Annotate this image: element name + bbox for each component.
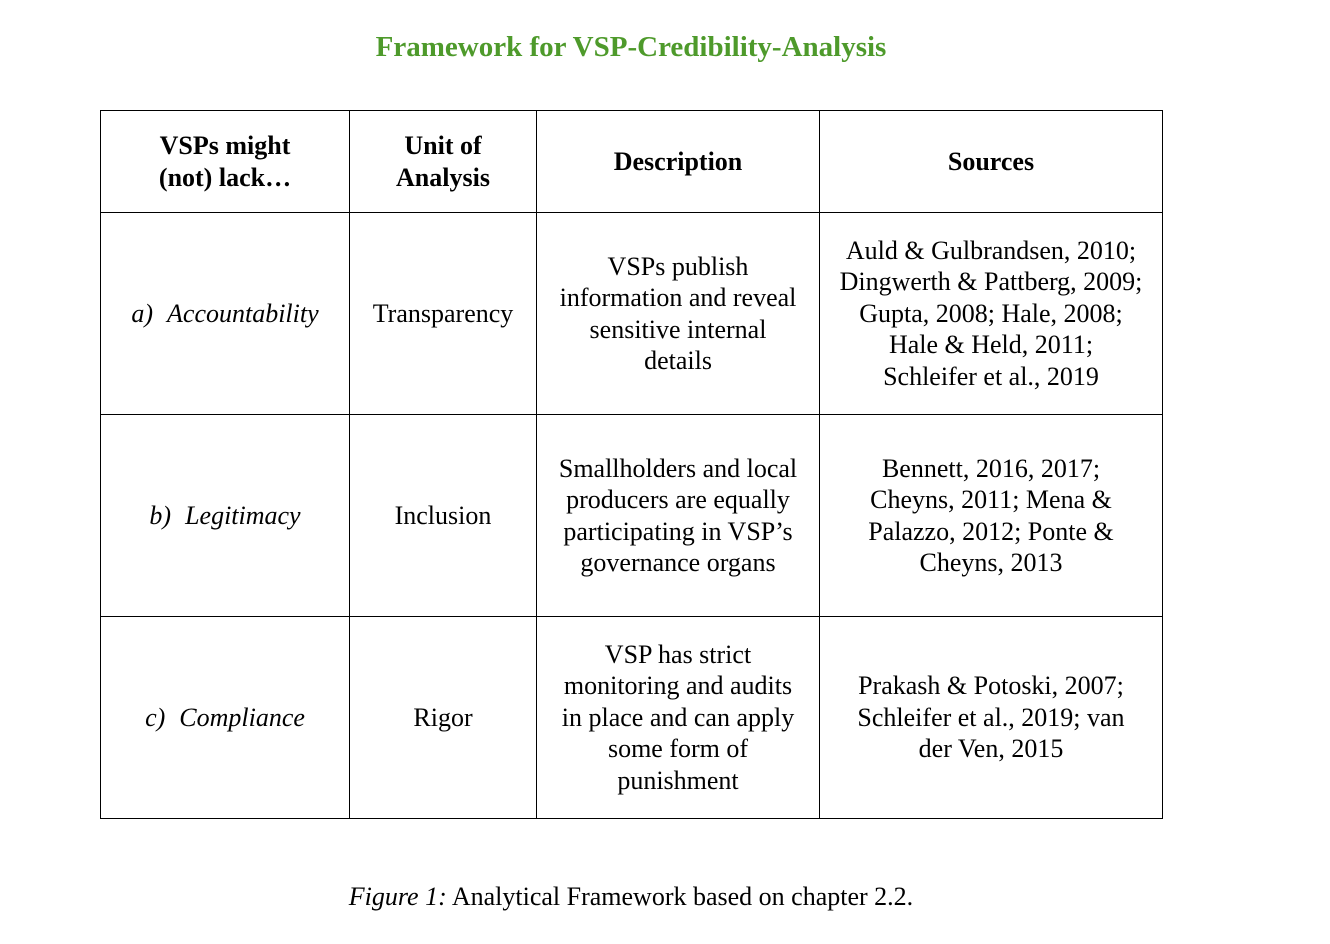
header-unit: Unit of Analysis: [350, 111, 537, 213]
header-lack: VSPs might (not) lack…: [101, 111, 350, 213]
caption-label: Figure 1:: [348, 882, 447, 911]
description-cell: VSP has strict monitoring and audits in place and can apply some form of punishment: [537, 617, 820, 819]
framework-title: Framework for VSP-Credibility-Analysis: [375, 31, 887, 63]
dimension-label: Compliance: [179, 702, 305, 732]
table-header-row: [101, 111, 1163, 213]
sources-cell: Prakash & Potoski, 2007; Schleifer et al., 2019; van der Ven, 2015: [820, 617, 1163, 819]
row-letter: b): [149, 500, 172, 530]
sources-cell: Auld & Gulbrandsen, 2010; Dingwerth & Pattberg, 2009; Gupta, 2008; Hale, 2008; Hale & Held, 2011; Schleifer et al., 2019: [820, 213, 1163, 415]
figure-caption: [0, 882, 1262, 912]
sources-cell: Bennett, 2016, 2017; Cheyns, 2011; Mena & Palazzo, 2012; Ponte & Cheyns, 2013: [820, 415, 1163, 617]
header-description: Description: [537, 111, 820, 213]
dimension-cell: [101, 617, 350, 819]
row-letter: a): [131, 298, 154, 328]
caption-text: Analytical Framework based on chapter 2.2.: [446, 882, 914, 911]
dimension-label: Legitimacy: [185, 500, 301, 530]
framework-table: [100, 110, 1163, 819]
table-row: [101, 415, 1163, 617]
dimension-cell: [101, 415, 350, 617]
description-cell: VSPs publish information and reveal sensitive internal details: [537, 213, 820, 415]
table-row: [101, 213, 1163, 415]
dimension-cell: [101, 213, 350, 415]
unit-cell: Rigor: [350, 617, 537, 819]
unit-cell: Inclusion: [350, 415, 537, 617]
description-cell: Smallholders and local producers are equally participating in VSP’s governance organs: [537, 415, 820, 617]
dimension-label: Accountability: [167, 298, 319, 328]
table-row: [101, 617, 1163, 819]
header-sources: Sources: [820, 111, 1163, 213]
unit-cell: Transparency: [350, 213, 537, 415]
row-letter: c): [145, 702, 166, 732]
